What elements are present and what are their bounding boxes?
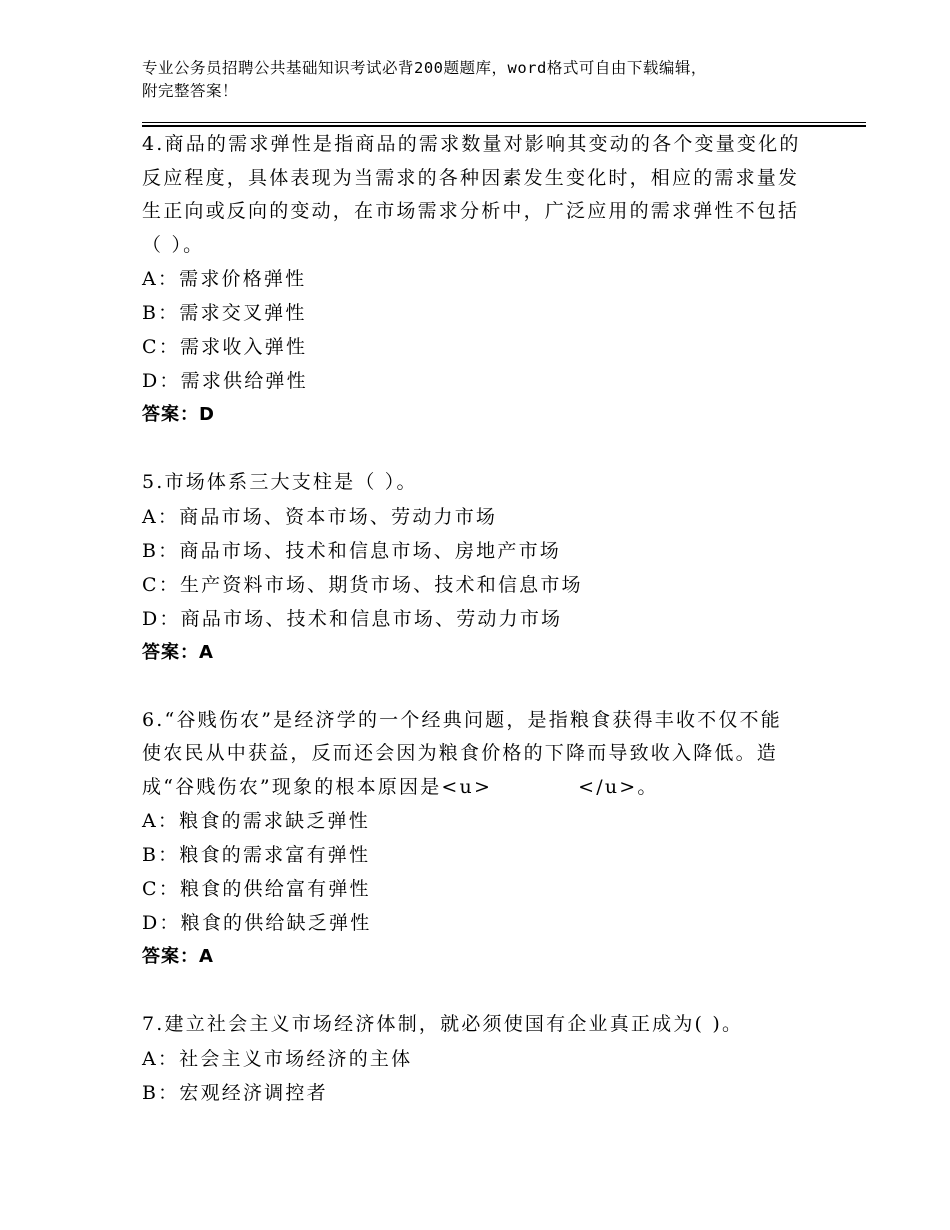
option-d: D：商品市场、技术和信息市场、劳动力市场: [142, 607, 563, 630]
header-rule-thick: [142, 125, 866, 127]
question-list: [142, 128, 802, 1110]
answer: 答案：D: [142, 404, 215, 425]
question-text-part-1: 6.“谷贱伤农”是经济学的一个经典问题，是指粮食获得丰收不仅不能使农民从中获益，反而还会因为粮食价格的下降而导致收入降低。造成“谷贱伤农”现象的根本原因是<u>: [142, 708, 782, 798]
option-a: A：商品市场、资本市场、劳动力市场: [142, 505, 498, 528]
question-text: [142, 704, 802, 805]
question-text: 4.商品的需求弹性是指商品的需求数量对影响其变动的各个变量变化的反应程度，具体表现为当需求的各种因素发生变化时，相应的需求量发生正向或反向的变动，在市场需求分析中，广泛应用的需求弹性不包括（ ）。: [142, 133, 801, 256]
question-7: [142, 1008, 802, 1110]
question-text-part-2: </u>。: [578, 775, 659, 798]
question-text: 7.建立社会主义市场经济体制，就必须使国有企业真正成为( )。: [142, 1013, 744, 1035]
option-c: C：粮食的供给富有弹性: [142, 878, 371, 900]
header-rule-thin: [142, 122, 866, 123]
question-text: 5.市场体系三大支柱是（ ）。: [142, 471, 418, 493]
option-b: B：粮食的需求富有弹性: [142, 844, 371, 866]
option-a: A：粮食的需求缺乏弹性: [142, 810, 370, 832]
answer: 答案：A: [142, 946, 214, 967]
option-b: B：宏观经济调控者: [142, 1081, 328, 1104]
header-line-2: 附完整答案！: [142, 82, 239, 100]
answer: 答案：A: [142, 641, 214, 663]
option-a: A：社会主义市场经济的主体: [142, 1047, 413, 1070]
option-d: D：粮食的供给缺乏弹性: [142, 912, 372, 934]
question-4: [142, 128, 802, 432]
question-6: [142, 704, 802, 975]
option-b: B：商品市场、技术和信息市场、房地产市场: [142, 539, 561, 562]
option-d: D：需求供给弹性: [142, 370, 308, 392]
question-5: [142, 466, 802, 670]
option-c: C：需求收入弹性: [142, 336, 308, 358]
document-header: [142, 57, 802, 103]
option-b: B：需求交叉弹性: [142, 302, 307, 324]
option-c: C：生产资料市场、期货市场、技术和信息市场: [142, 573, 583, 596]
header-line-1: 专业公务员招聘公共基础知识考试必背200题题库，word格式可自由下载编辑，: [142, 59, 707, 77]
option-a: A：需求价格弹性: [142, 268, 307, 290]
